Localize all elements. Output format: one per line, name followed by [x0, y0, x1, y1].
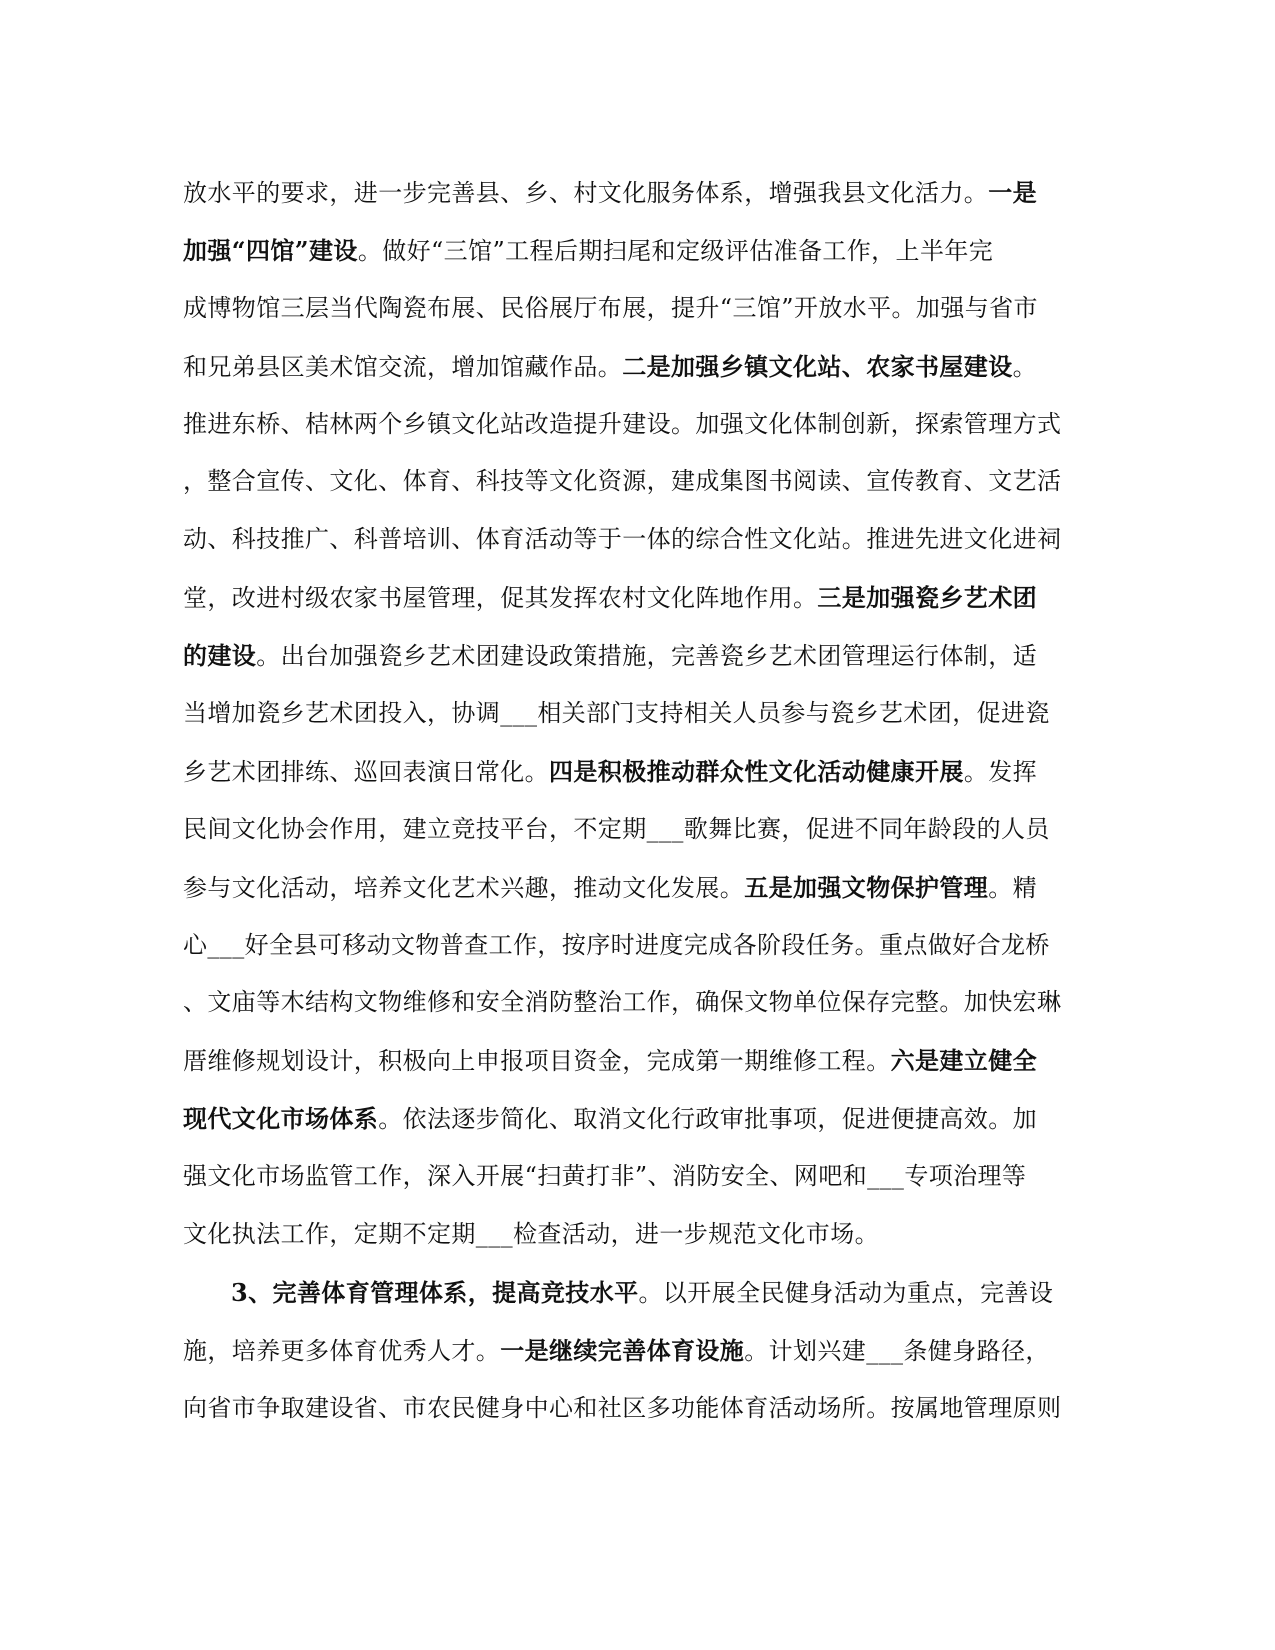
text-segment: 堂，改进村级农家书屋管理，促其发挥农村文化阵地作用。 [183, 584, 818, 613]
text-segment: 施，培养更多体育优秀人才。 [183, 1336, 501, 1365]
text-segment: 。计划兴建___条健身路径， [744, 1336, 1050, 1365]
bold-text-segment: 五是加强文物保护管理 [744, 872, 989, 902]
text-line [183, 1090, 1093, 1148]
bold-text-segment: 现代文化市场体系 [183, 1104, 379, 1134]
text-segment: 。精 [988, 873, 1038, 902]
text-line [183, 1264, 1093, 1322]
text-line [183, 974, 1093, 1032]
bold-text-segment: 3、完善体育管理体系，提高竞技水平 [231, 1277, 639, 1307]
bold-text-segment: 三是加强瓷乡艺术团 [817, 583, 1038, 613]
bold-text-segment: 一是 [988, 178, 1038, 207]
text-line [183, 164, 1093, 222]
text-segment: 和兄弟县区美术馆交流，增加馆藏作品。 [183, 352, 623, 381]
bold-text-segment: 六是建立健全 [890, 1046, 1038, 1076]
text-segment: 心___好全县可移动文物普查工作，按序时进度完成各阶段任务。重点做好合龙桥 [183, 930, 1050, 959]
bold-text-segment: 加强“四馆”建设 [183, 235, 358, 265]
bold-text-segment: 四是积极推动群众性文化活动健康开展 [549, 756, 964, 786]
text-segment: 。做好“三馆”工程后期扫尾和定级评估准备工作，上半年完 [357, 236, 994, 265]
text-segment: 当增加瓷乡艺术团投入，协调___相关部门支持相关人员参与瓷乡艺术团，促进瓷 [183, 699, 1050, 728]
text-segment: 。发挥 [963, 757, 1038, 786]
text-segment: 成博物馆三层当代陶瓷布展、民俗展厅布展，提升“三馆”开放水平。加强与省市 [183, 293, 1038, 322]
text-line [183, 1380, 1093, 1438]
text-line [183, 453, 1093, 511]
text-segment: 文化执法工作，定期不定期___检查活动，进一步规范文化市场。 [183, 1220, 879, 1249]
text-segment: 。出台加强瓷乡艺术团建设政策措施，完善瓷乡艺术团管理运行体制，适 [256, 642, 1038, 671]
text-line [183, 280, 1093, 338]
document-body [183, 164, 1093, 1438]
text-segment: 。 [1012, 352, 1038, 381]
text-segment: 放水平的要求，进一步完善县、乡、村文化服务体系，增强我县文化活力。 [183, 179, 989, 207]
text-line [183, 1032, 1093, 1090]
text-line [183, 511, 1093, 569]
text-segment: 。以开展全民健身活动为重点，完善设 [638, 1278, 1054, 1307]
text-segment: 推进东桥、桔林两个乡镇文化站改造提升建设。加强文化体制创新，探索管理方式 [183, 409, 1062, 438]
text-line [183, 627, 1093, 685]
bold-text-segment: 的建设 [183, 641, 257, 671]
text-line [183, 1322, 1093, 1380]
text-segment: 参与文化活动，培养文化艺术兴趣，推动文化发展。 [183, 873, 745, 902]
text-segment: 。依法逐步简化、取消文化行政审批事项，促进便捷高效。加 [378, 1105, 1038, 1134]
text-line [183, 801, 1093, 859]
text-segment: 乡艺术团排练、巡回表演日常化。 [183, 757, 549, 786]
text-line [183, 1206, 1093, 1264]
text-segment: 、文庙等木结构文物维修和安全消防整治工作，确保文物单位保存完整。加快宏琳 [183, 988, 1062, 1017]
text-segment: 民间文化协会作用，建立竞技平台，不定期___歌舞比赛，促进不同年龄段的人员 [183, 814, 1050, 843]
text-line [183, 743, 1093, 801]
text-line [183, 222, 1093, 280]
text-line [183, 338, 1093, 396]
text-line [183, 1148, 1093, 1206]
bold-text-segment: 二是加强乡镇文化站、农家书屋建设 [622, 351, 1013, 381]
text-line [183, 917, 1093, 975]
bold-text-segment: 一是继续完善体育设施 [500, 1335, 745, 1365]
text-segment: 厝维修规划设计，积极向上申报项目资金，完成第一期维修工程。 [183, 1047, 891, 1076]
text-line [183, 569, 1093, 627]
text-segment: ，整合宣传、文化、体育、科技等文化资源，建成集图书阅读、宣传教育、文艺活 [183, 467, 1062, 496]
text-segment: 强文化市场监管工作，深入开展“扫黄打非”、消防安全、网吧和___专项治理等 [183, 1162, 1027, 1191]
text-line [183, 685, 1093, 743]
text-line [183, 396, 1093, 454]
text-line [183, 859, 1093, 917]
text-segment: 向省市争取建设省、市农民健身中心和社区多功能体育活动场所。按属地管理原则 [183, 1393, 1062, 1422]
text-segment: 动、科技推广、科普培训、体育活动等于一体的综合性文化站。推进先进文化进祠 [183, 525, 1062, 554]
